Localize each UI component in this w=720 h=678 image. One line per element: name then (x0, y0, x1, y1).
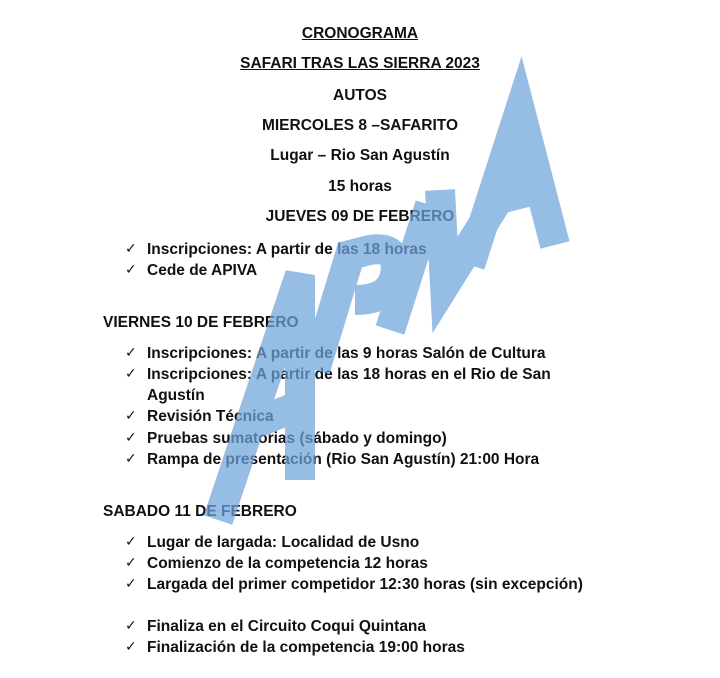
list-item (125, 532, 605, 553)
list-item (125, 574, 605, 595)
list-item-text: Comienzo de la competencia 12 horas (147, 555, 428, 572)
list-item-text: Inscripciones: A partir de las 18 horas (147, 241, 427, 258)
list-item (125, 553, 605, 574)
checkmark-icon: ✓ (125, 430, 137, 446)
checkmark-icon: ✓ (125, 366, 137, 382)
checkmark-icon: ✓ (125, 555, 137, 571)
list-item-text: Largada del primer competidor 12:30 horas (sin excepción) (147, 576, 583, 593)
day2-heading: VIERNES 10 DE FEBRERO (103, 314, 299, 331)
list-item (125, 343, 605, 364)
checkmark-icon: ✓ (125, 408, 137, 424)
list-item-text: Lugar de largada: Localidad de Usno (147, 534, 420, 551)
pre-event-time: 15 horas (328, 178, 392, 195)
checkmark-icon: ✓ (125, 534, 137, 550)
list-item (125, 637, 605, 658)
list-item (125, 406, 605, 427)
day3-heading: SABADO 11 DE FEBRERO (103, 503, 297, 520)
list-item (125, 239, 605, 260)
pre-event-place: Lugar – Rio San Agustín (270, 147, 450, 164)
checkmark-icon: ✓ (125, 345, 137, 361)
list-item (125, 428, 605, 449)
checkmark-icon: ✓ (125, 639, 137, 655)
checkmark-icon: ✓ (125, 262, 137, 278)
checkmark-icon: ✓ (125, 241, 137, 257)
list-item-text: Revisión Técnica (147, 408, 274, 425)
category-label: AUTOS (333, 87, 387, 104)
list-item-text: Cede de APIVA (147, 262, 258, 279)
event-name: SAFARI TRAS LAS SIERRA 2023 (240, 55, 480, 72)
list-item-text: Inscripciones: A partir de las 9 horas Salón de Cultura (147, 345, 546, 362)
list-item-text: Pruebas sumatorias (sábado y domingo) (147, 430, 447, 447)
list-item (125, 260, 605, 281)
list-item (125, 364, 605, 406)
pre-event-day: MIERCOLES 8 –SAFARITO (261, 117, 459, 134)
list-item-text: Rampa de presentación (Rio San Agustín) 21:00 Hora (147, 451, 540, 468)
checkmark-icon: ✓ (125, 451, 137, 467)
checkmark-icon: ✓ (125, 618, 137, 634)
list-item-text: Finaliza en el Circuito Coqui Quintana (147, 618, 427, 635)
document-title: CRONOGRAMA (301, 25, 419, 42)
list-item-text: Finalización de la competencia 19:00 horas (147, 639, 465, 656)
day1-heading: JUEVES 09 DE FEBRERO (265, 208, 455, 225)
checkmark-icon: ✓ (125, 576, 137, 592)
list-item-text: Inscripciones: A partir de las 18 horas en el Rio de San Agustín (147, 366, 551, 404)
list-item (125, 616, 605, 637)
list-item (125, 449, 605, 470)
